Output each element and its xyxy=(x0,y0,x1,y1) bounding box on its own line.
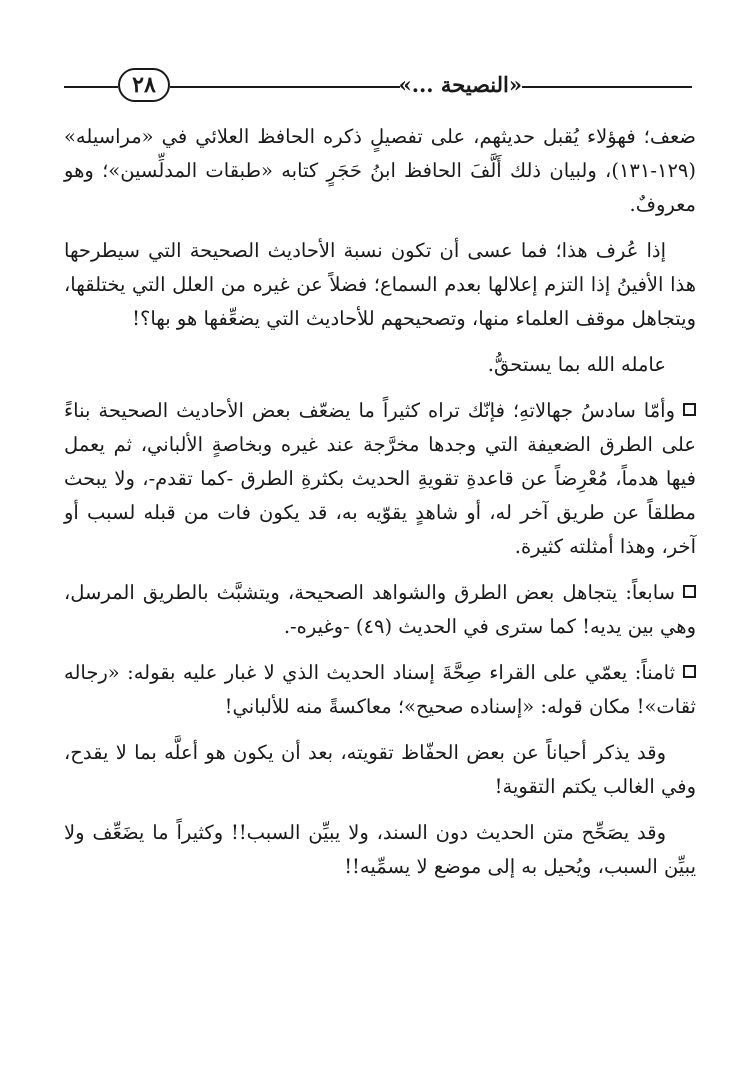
paragraph-text: فإنّك تراه كثيراً ما يضعّف بعض الأحاديث الصحيحة بناءً على الطرق الضعيفة التي وجدها مخرَّجة عند غيره وبخاصةٍ الألباني، ثم يعمل فيها هدماً، مُعْرِضاً عن قاعدةِ تقويةِ الحديث بكثرةِ الطرق -كما تقدم-، ولا يبحث مطلقاً عن طريق آخر له، أو شاهدٍ يقوّيه به، قد يكون فات من قبله لسبب أو آخر، وهذا أمثلته كثيرة. xyxy=(64,399,696,558)
square-bullet-icon xyxy=(683,403,696,416)
paragraph-text: ضعف؛ فهؤلاء يُقبل حديثهم، على تفصيلٍ ذكره الحافظ العلائي في «مراسيله» (١٢٩-١٣١)، ولبيان ذلك أَلَّفَ الحافظ ابنُ حَجَرٍ كتابه «طبقات المدلِّسين»؛ وهو معروفٌ. xyxy=(64,125,696,216)
paragraph-text: وقد يصَحِّح متن الحديث دون السند، ولا يبيِّن السبب!! وكثيراً ما يضَعِّف ولا يبيِّن السبب، ويُحيل به إلى موضع لا يسمِّيه!! xyxy=(64,821,696,878)
paragraph-8 xyxy=(64,816,696,884)
square-bullet-icon xyxy=(683,585,696,598)
paragraph-lead: سابعاً: xyxy=(625,581,675,604)
page-header xyxy=(64,62,692,102)
paragraph-text: يتجاهل بعض الطرق والشواهد الصحيحة، ويتشبَّث بالطريق المرسل، وهي بين يديه! كما سترى في الحديث (٤٩) -وغيره-. xyxy=(64,581,696,638)
paragraph-text: وقد يذكر أحياناً عن بعض الحفّاظ تقويته، بعد أن يكون هو أعلَّه بما لا يقدح، وفي الغالب يكتم التقوية! xyxy=(64,741,696,798)
page-number-badge: ٢٨ xyxy=(118,68,170,102)
paragraph-4 xyxy=(64,394,696,564)
page-body xyxy=(64,120,696,896)
paragraph-text: يعمّي على القراء صِحَّةَ إسناد الحديث الذي لا غبار عليه بقوله: «رجاله ثقات»! مكان قوله: «إسناده صحيح»؛ معاكسةً منه للألباني! xyxy=(64,661,696,718)
paragraph-1 xyxy=(64,120,696,222)
paragraph-7 xyxy=(64,736,696,804)
header-rule-middle xyxy=(170,86,400,88)
paragraph-5 xyxy=(64,576,696,644)
header-rule-right xyxy=(522,86,692,88)
paragraph-lead: وأمّا سادسُ جهالاتهِ؛ xyxy=(512,399,675,422)
paragraph-3 xyxy=(64,348,696,382)
header-rule-left xyxy=(64,86,118,88)
square-bullet-icon xyxy=(683,665,696,678)
paragraph-text: إذا عُرف هذا؛ فما عسى أن تكون نسبة الأحاديث الصحيحة التي سيطرحها هذا الأفينُ إذا التزم إعلالها بعدم السماع؛ فضلاً عن غيره من العلل التي يختلقها، ويتجاهل موقف العلماء منها، وتصحيحهم للأحاديث التي يضعِّفها هو بها؟! xyxy=(64,239,696,330)
running-title: «النصيحة ...» xyxy=(398,72,522,97)
paragraph-text: عامله الله بما يستحقُّ. xyxy=(487,353,666,376)
paragraph-2 xyxy=(64,234,696,336)
paragraph-lead: ثامناً: xyxy=(634,661,675,684)
paragraph-6 xyxy=(64,656,696,724)
